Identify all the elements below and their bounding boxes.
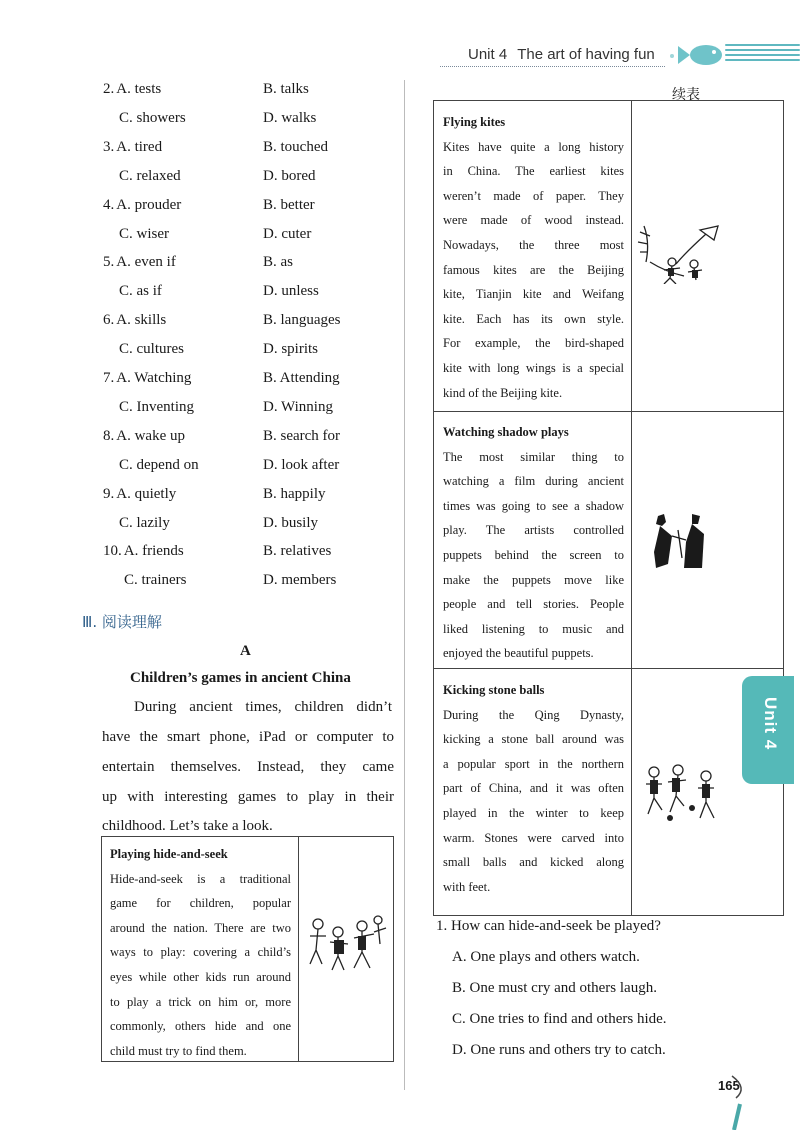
text-line: famous kites are the Beijing [443, 262, 624, 277]
choice-d[interactable]: D. One runs and others try to catch. [452, 1042, 666, 1058]
page-number: 165 [718, 1078, 740, 1093]
passage-letter: A [240, 643, 251, 659]
question-number: 4. [103, 196, 115, 213]
option-row [103, 139, 162, 156]
question-number: 10. [103, 543, 122, 560]
text-line: times was going to see a shadow [443, 498, 624, 513]
text-line: kind of the Beijing kite. [443, 385, 563, 400]
header-title: The art of having fun [517, 46, 655, 63]
option-c[interactable]: C. lazily [119, 514, 170, 531]
option-c[interactable]: C. cultures [119, 341, 184, 358]
option-a[interactable]: A. skills [116, 312, 167, 329]
text-line: people and tell stories. People [443, 597, 624, 612]
text-line: around the nation. There are two [110, 920, 291, 935]
header-stripes [725, 44, 800, 64]
option-row [103, 81, 161, 98]
text-line: with feet. [443, 879, 491, 894]
option-b[interactable]: B. happily [263, 485, 326, 502]
text-line: small balls and kicked along [443, 855, 624, 870]
text-line: Hide-and-seek is a traditional [110, 871, 291, 886]
flying-kites-illustration [636, 222, 726, 284]
hide-and-seek-title: Playing hide-and-seek [110, 847, 228, 861]
text-line: eyes while other kids run around [110, 969, 291, 984]
text-line: kite. Each has its own style. [443, 311, 624, 326]
option-b[interactable]: B. better [263, 196, 315, 213]
passage-title: Children’s games in ancient China [130, 670, 351, 686]
question-number: 6. [103, 312, 115, 329]
row-divider [433, 668, 783, 669]
option-d[interactable]: D. look after [263, 456, 340, 473]
option-c[interactable]: C. relaxed [119, 167, 181, 184]
option-a[interactable]: A. Watching [116, 370, 192, 386]
option-d[interactable]: D. unless [263, 283, 319, 300]
option-c[interactable]: C. trainers [124, 572, 187, 589]
text-line: weren’t made of paper. They [443, 188, 624, 203]
question-number: 2. [103, 81, 115, 97]
text-line: kicking a stone ball around was [443, 732, 624, 747]
option-d[interactable]: D. bored [263, 167, 316, 184]
table-divider [631, 100, 632, 915]
text-line: watching a film during ancient [443, 474, 624, 489]
question-stem: 1. How can hide-and-seek be played? [436, 918, 661, 934]
question-number: 7. [103, 370, 115, 386]
stone-balls-title: Kicking stone balls [443, 683, 545, 697]
text-line: puppets behind the screen to [443, 547, 624, 562]
text-line: played in the winter to keep [443, 805, 624, 820]
choice-c[interactable]: C. One tries to find and others hide. [452, 1011, 667, 1027]
intro-line: entertain themselves. Instead, they came [102, 759, 394, 775]
running-header [468, 46, 655, 63]
option-c[interactable]: C. wiser [119, 225, 169, 242]
text-line: During the Qing Dynasty, [443, 707, 624, 722]
text-line: part of China, and it was often [443, 781, 624, 796]
hide-and-seek-illustration [304, 912, 388, 978]
option-row [103, 312, 166, 329]
stone-balls-illustration [640, 762, 722, 824]
intro-line: up with interesting games to play in their [102, 789, 394, 805]
shadow-plays-title: Watching shadow plays [443, 425, 569, 439]
option-c[interactable]: C. Inventing [119, 398, 194, 415]
intro-line: childhood. Let’s take a look. [102, 818, 273, 834]
choice-b[interactable]: B. One must cry and others laugh. [452, 980, 657, 996]
option-row [103, 486, 176, 503]
text-line: play. The artists controlled [443, 523, 624, 538]
shadow-puppet-illustration [648, 512, 710, 572]
stone-balls-cell [443, 678, 624, 899]
text-line: kite with long wings is a special [443, 360, 624, 375]
option-row [103, 254, 176, 271]
choice-a[interactable]: A. One plays and others watch. [452, 949, 640, 965]
option-a[interactable]: A. tests [116, 81, 162, 97]
option-c[interactable]: C. as if [119, 283, 162, 300]
intro-line: have the smart phone, iPad or computer to [102, 729, 394, 745]
question-number: 5. [103, 254, 115, 271]
option-d[interactable]: D. cuter [263, 225, 312, 242]
option-b[interactable]: B. talks [263, 81, 309, 97]
option-a[interactable]: A. quietly [116, 485, 177, 502]
flying-kites-title: Flying kites [443, 115, 506, 129]
option-b[interactable]: B. Attending [263, 370, 340, 386]
option-row [103, 543, 184, 560]
option-d[interactable]: D. Winning [263, 398, 333, 415]
fish-logo-icon [668, 40, 728, 70]
option-a[interactable]: A. friends [123, 543, 184, 560]
text-line: were made of wood instead. [443, 213, 624, 228]
question-number: 8. [103, 427, 115, 444]
option-c[interactable]: C. showers [119, 109, 186, 126]
page-number-swoosh [728, 1074, 752, 1130]
text-line: Kites have quite a long history [443, 139, 624, 154]
question-number: 3. [103, 138, 115, 155]
unit-side-tab-label: Unit 4 [761, 697, 780, 751]
text-line: For example, the bird-shaped [443, 336, 624, 351]
option-d[interactable]: D. busily [263, 514, 319, 531]
shadow-plays-cell [443, 420, 624, 666]
option-b[interactable]: B. languages [263, 312, 341, 329]
text-line: a popular sport in the northern [443, 756, 624, 771]
option-b[interactable]: B. search for [263, 427, 341, 444]
option-d[interactable]: D. spirits [263, 341, 319, 358]
header-unit: Unit 4 [468, 46, 508, 63]
intro-line: During ancient times, children didn’t [134, 699, 392, 715]
text-line: liked listening to music and [443, 621, 624, 636]
option-c[interactable]: C. depend on [119, 456, 199, 473]
text-line: in China. The earliest kites [443, 164, 624, 179]
section-title: Ⅲ. 阅读理解 [82, 613, 162, 631]
table-divider [298, 836, 299, 1061]
continued-label: 续表 [672, 87, 700, 103]
hide-and-seek-cell [110, 842, 291, 1063]
option-d[interactable]: D. walks [263, 109, 317, 126]
text-line: The most similar thing to [443, 449, 624, 464]
header-dotted-rule [440, 66, 665, 67]
flying-kites-cell [443, 110, 624, 405]
text-line: commonly, others hide and one [110, 1019, 291, 1034]
option-b[interactable]: B. relatives [263, 543, 332, 560]
text-line: Nowadays, the three most [443, 237, 624, 252]
question-number: 9. [103, 485, 115, 502]
option-row [103, 428, 185, 445]
text-line: warm. Stones were carved into [443, 830, 624, 845]
text-line: kite, Tianjin kite and Weifang [443, 287, 624, 302]
text-line: enjoyed the beautiful puppets. [443, 646, 594, 661]
text-line: child must try to find them. [110, 1043, 247, 1058]
text-line: ways to play: covering a child’s [110, 945, 291, 960]
option-row [103, 370, 191, 387]
option-b[interactable]: B. as [263, 254, 293, 271]
option-a[interactable]: A. tired [116, 138, 163, 155]
row-divider [433, 411, 783, 412]
text-line: to play a trick on him or, more [110, 994, 291, 1009]
option-a[interactable]: A. prouder [116, 196, 182, 213]
option-d[interactable]: D. members [263, 572, 337, 589]
text-line: game for children, popular [110, 896, 291, 911]
option-row [103, 197, 181, 214]
text-line: make the puppets move like [443, 572, 624, 587]
option-b[interactable]: B. touched [263, 138, 328, 155]
option-a[interactable]: A. wake up [116, 427, 185, 444]
column-divider [404, 80, 405, 1090]
option-a[interactable]: A. even if [116, 254, 176, 271]
